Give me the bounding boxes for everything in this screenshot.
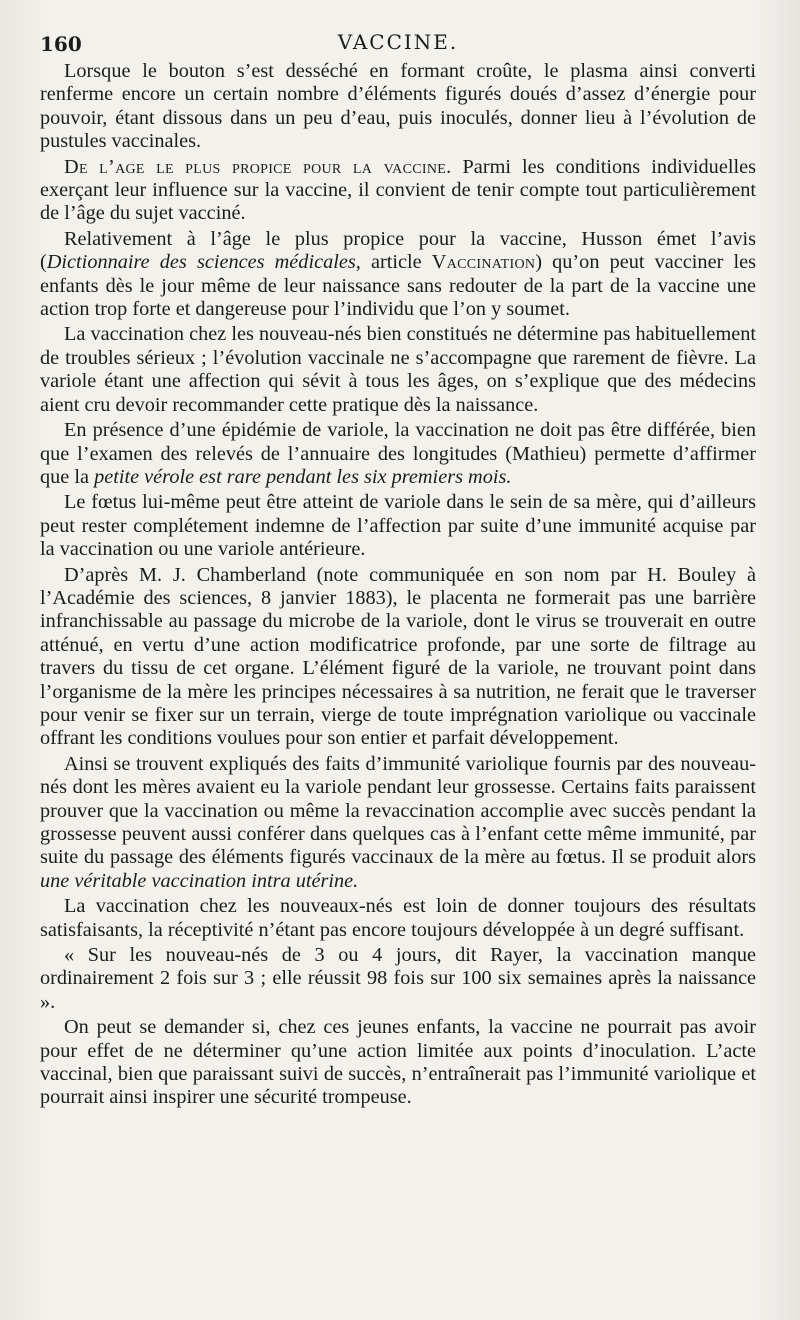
paragraph-text: Ainsi se trouvent expliqués des faits d’immunité variolique fournis par des nouveau-nés dont les mères avaient eu la variole pendant leur grossesse. Certains faits paraissent prouver que la vaccination ou même la revaccination accomplie avec succès pendant la grossesse peuvent aussi conférer dans quelques cas à l’enfant cette même immunité, par suite du passage des éléments figurés vaccinaux de la mère au fœtus. Il se produit alors: [40, 752, 756, 869]
page-number: 160: [40, 32, 82, 56]
paragraph: [40, 944, 756, 1014]
paragraph-text: Lorsque le bouton s’est desséché en formant croûte, le plasma ainsi converti renferme encore un certain nombre d’éléments figurés doués d’assez d’énergie pour pouvoir, étant dissous dans un peu d’eau, puis inoculés, donner lieu à l’évolution de pustules vaccinales.: [40, 60, 756, 153]
paragraph: [40, 60, 756, 154]
emphasis-text: une véritable vaccination intra utérine.: [40, 869, 359, 892]
section-heading: De l’age le plus propice pour la vaccine.: [64, 155, 452, 178]
paragraph-text: La vaccination chez les nouveaux-nés est loin de donner toujours des résultats satisfaisants, la réceptivité n’étant pas encore toujours développée à un degré suffisant.: [40, 895, 756, 941]
paragraph: [40, 564, 756, 751]
running-head: [40, 26, 756, 60]
paragraph-text: La vaccination chez les nouveau-nés bien constitués ne détermine pas habituellement de troubles sérieux ; l’évolution vaccinale ne s’accompagne que rarement de fièvre. La variole étant une affection qui sévit à tous les âges, on s’explique que des médecins aient cru devoir recommander cette pratique dès la naissance.: [40, 323, 756, 416]
paragraph: [40, 895, 756, 942]
paragraph: [40, 156, 756, 226]
paragraph: [40, 1016, 756, 1110]
paragraph-text: ) qu’on peut vacciner les enfants dès le jour même de leur naissance sans redouter de la part de la vaccine une action trop forte et dangereuse pour l’individu que l’on y soumet.: [40, 251, 756, 321]
paragraph-text: Parmi les conditions individuelles exerçant leur influence sur la vaccine, il convient de tenir compte tout particulièrement de l’âge du sujet vacciné.: [40, 155, 756, 225]
paragraph: [40, 753, 756, 893]
paragraph-text: On peut se demander si, chez ces jeunes enfants, la vaccine ne pourrait pas avoir pour effet de ne déterminer qu’une action limitée aux points d’inoculation. L’acte vaccinal, bien que paraissant suivi de succès, n’entraînerait pas l’immunité variolique et pourrait ainsi inspirer une sécurité trompeuse.: [40, 1016, 756, 1109]
paragraph: [40, 419, 756, 489]
citation-title: Dictionnaire des sciences médicales,: [46, 251, 361, 274]
paragraph-text: En présence d’une épidémie de variole, la vaccination ne doit pas être différée, bien que l’examen des relevés de l’annuaire des longitudes (Mathieu) permette d’affirmer que la: [40, 419, 756, 488]
emphasis-text: petite vérole est rare pendant les six premiers mois.: [94, 465, 512, 488]
paragraph: [40, 323, 756, 417]
page-body: [40, 60, 756, 1110]
paragraph: [40, 228, 756, 322]
citation-article: Vaccination: [431, 251, 536, 274]
paragraph-text: D’après M. J. Chamberland (note communiquée en son nom par H. Bouley à l’Académie des sciences, 8 janvier 1883), le placenta ne formerait pas une barrière infranchissable au passage du microbe de la variole, dont le virus se trouverait en outre atténué, en vertu d’une action modificatrice profonde, par une sorte de filtrage au travers du tissu de cet organe. L’élément figuré de la variole, ne trouvant point dans l’organisme de la mère les principes nécessaires à sa nutrition, ne ferait que le traverser pour venir se fixer sur un terrain, vierge de toute imprégnation variolique ou vaccinale offrant les conditions voulues pour son entier et parfait développement.: [40, 563, 756, 750]
paragraph-text: Le fœtus lui-même peut être atteint de variole dans le sein de sa mère, qui d’ailleurs peut rester complétement indemne de l’affection par suite d’une immunité acquise par la vaccination ou une variole antérieure.: [40, 491, 756, 561]
paragraph-text: article: [360, 251, 432, 274]
quotation-text: « Sur les nouveau-nés de 3 ou 4 jours, dit Rayer, la vaccination manque ordinairement 2 fois sur 3 ; elle réussit 98 fois sur 100 six semaines après la naissance ».: [40, 944, 756, 1013]
running-title: VACCINE.: [337, 30, 459, 54]
paragraph-text: Relativement à l’âge le plus propice pour la vaccine, Husson émet l’avis (: [40, 227, 756, 274]
paragraph: [40, 491, 756, 561]
